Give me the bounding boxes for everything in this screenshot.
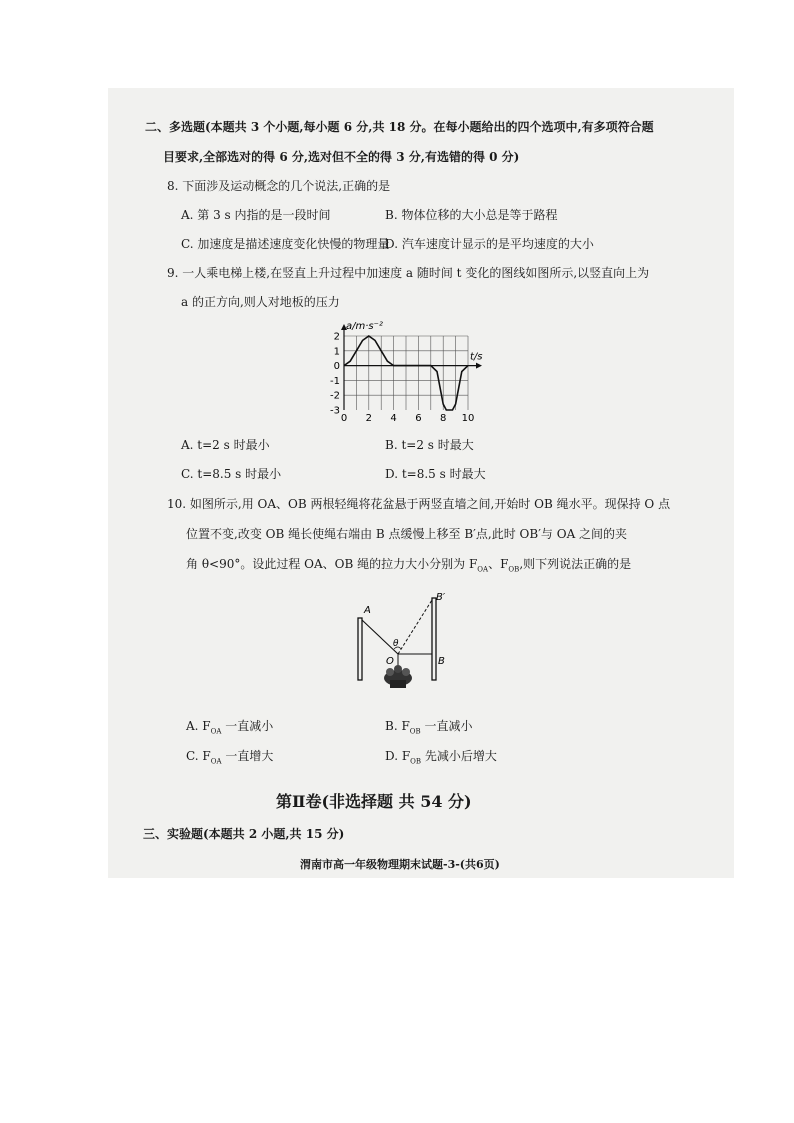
x-tick-label: 10 xyxy=(461,413,475,424)
rope-ob-prime xyxy=(398,600,432,654)
q10-option-c-pre: C. F xyxy=(186,749,211,763)
x-tick-label: 4 xyxy=(390,413,397,424)
y-tick-label: -2 xyxy=(330,390,340,402)
label-b-prime: B′ xyxy=(436,592,446,603)
q9-stem-line2: a 的正方向,则人对地板的压力 xyxy=(181,295,340,309)
q10-option-d-sub: OB xyxy=(410,757,422,766)
label-a: A xyxy=(364,605,371,616)
acceleration-time-chart xyxy=(316,316,496,426)
force-ob-subscript: OB xyxy=(508,565,520,574)
q8-stem: 8. 下面涉及运动概念的几个说法,正确的是 xyxy=(167,179,391,193)
section2-heading-cont: 目要求,全部选对的得 6 分,选对但不全的得 3 分,有选错的得 0 分) xyxy=(163,150,520,164)
q10-option-d-post: 先减小后增大 xyxy=(421,749,497,763)
q10-stem-end: ,则下列说法正确的是 xyxy=(519,557,632,571)
x-tick-label: 6 xyxy=(415,413,422,424)
q8-option-b: B. 物体位移的大小总是等于路程 xyxy=(385,208,558,222)
y-tick-label: 2 xyxy=(333,331,340,343)
q10-separator: 、F xyxy=(488,557,509,571)
chart-grid xyxy=(344,336,468,410)
chart-axes xyxy=(341,324,482,410)
q10-stem-line3-text: 角 θ<90°。设此过程 OA、OB 绳的拉力大小分别为 F xyxy=(186,557,478,571)
q10-option-b-post: 一直减小 xyxy=(420,719,473,733)
page-footer: 渭南市高一年级物理期末试题-3-(共6页) xyxy=(300,858,500,871)
x-tick-label: 8 xyxy=(440,413,447,424)
q10-option-c xyxy=(186,748,273,769)
q10-option-c-post: 一直增大 xyxy=(221,749,274,763)
section3-heading: 三、实验题(本题共 2 小题,共 15 分) xyxy=(143,827,345,841)
label-o: O xyxy=(386,656,394,667)
label-theta: θ xyxy=(393,639,399,649)
section2-heading: 二、多选题(本题共 3 个小题,每小题 6 分,共 18 分。在每小题给出的四个选项中,有多项符合题 xyxy=(145,120,654,134)
x-axis-arrow xyxy=(476,363,482,369)
x-tick-label: 2 xyxy=(365,413,372,424)
q10-option-a-post: 一直减小 xyxy=(221,719,274,733)
q9-option-c: C. t=8.5 s 时最小 xyxy=(181,467,282,481)
q10-option-c-sub: OA xyxy=(210,757,222,766)
q10-option-b xyxy=(385,718,473,739)
q8-option-a: A. 第 3 s 内指的是一段时间 xyxy=(181,208,331,222)
x-tick-label: 0 xyxy=(340,413,348,424)
y-tick-label: 0 xyxy=(333,361,340,373)
q10-option-a-sub: OA xyxy=(210,727,222,736)
q9-option-a: A. t=2 s 时最小 xyxy=(181,438,270,452)
left-wall xyxy=(358,618,362,680)
y-axis-label: a/m·s⁻² xyxy=(346,321,383,332)
force-oa-subscript: OA xyxy=(477,565,489,574)
y-tick-label: -1 xyxy=(330,375,340,387)
right-wall xyxy=(432,598,436,680)
q8-option-c: C. 加速度是描述速度变化快慢的物理量 xyxy=(181,237,390,251)
q10-option-b-sub: OB xyxy=(409,727,421,736)
q10-option-a xyxy=(186,718,273,739)
q8-option-d: D. 汽车速度计显示的是平均速度的大小 xyxy=(385,237,594,251)
q9-stem-line1: 9. 一人乘电梯上楼,在竖直上升过程中加速度 a 随时间 t 变化的图线如图所示,以竖直向上为 xyxy=(167,266,650,280)
hanging-pot-diagram xyxy=(350,588,460,698)
q10-stem-line1: 10. 如图所示,用 OA、OB 两根轻绳将花盆悬于两竖直墙之间,开始时 OB 绳水平。现保持 O 点 xyxy=(167,497,671,511)
q10-stem-line3 xyxy=(186,556,631,577)
part2-title: 第Ⅱ卷(非选择题 共 54 分) xyxy=(276,792,472,811)
y-tick-label: 1 xyxy=(333,346,340,358)
q10-option-a-pre: A. F xyxy=(186,719,211,733)
q10-option-d-pre: D. F xyxy=(385,749,411,763)
q9-option-d: D. t=8.5 s 时最大 xyxy=(385,467,486,481)
q10-stem-line2: 位置不变,改变 OB 绳长使绳右端由 B 点缓慢上移至 B′点,此时 OB′与 OA 之间的夹 xyxy=(186,527,628,541)
flower-pot-icon xyxy=(384,665,412,688)
q9-option-b: B. t=2 s 时最大 xyxy=(385,438,474,452)
q10-option-b-pre: B. F xyxy=(385,719,410,733)
y-tick-label: -3 xyxy=(330,405,340,417)
q10-option-d xyxy=(385,748,497,769)
x-axis-label: t/s xyxy=(470,351,483,363)
label-b: B xyxy=(438,656,445,667)
